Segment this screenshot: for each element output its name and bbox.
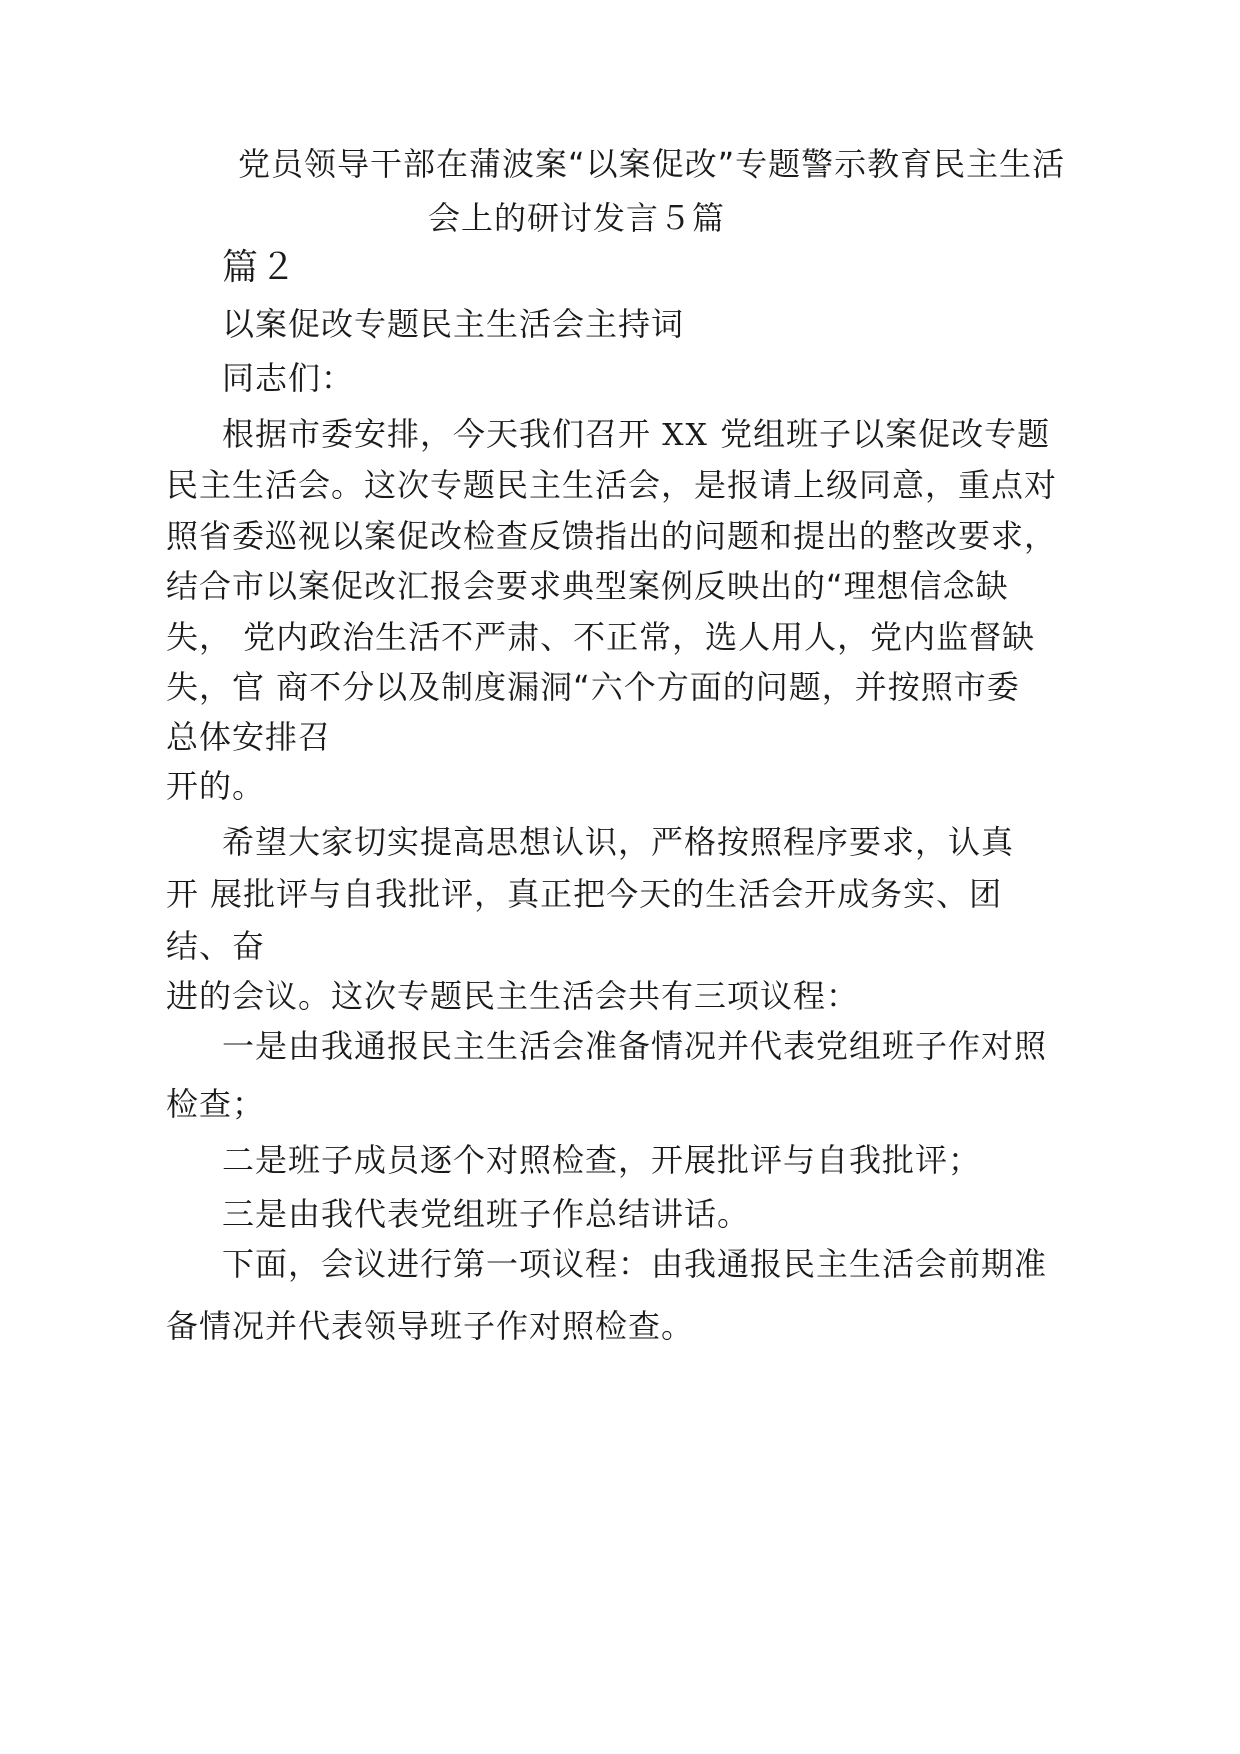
para1-line-3: 照省委巡视以案促改检查反馈指出的问题和提出的整改要求， <box>166 517 1058 555</box>
agenda-item-1-line-1: 一是由我通报民主生活会准备情况并代表党组班子作对照 <box>222 1027 1048 1065</box>
agenda-item-2: 二是班子成员逐个对照检查，开展批评与自我批评； <box>222 1141 982 1179</box>
agenda-item-1-line-2: 检查； <box>166 1085 266 1123</box>
para1-line-1 <box>222 414 1050 456</box>
para2-line-4: 进的会议。这次专题民主生活会共有三项议程： <box>166 977 860 1015</box>
para1-line-1-text-a: 根据市委安排，今天我们召开 <box>222 415 652 453</box>
document-title-line-2: 会上的研讨发言５篇 <box>428 199 726 237</box>
para2-line-3: 结、奋 <box>166 927 266 965</box>
closing-line-2: 备情况并代表领导班子作对照检查。 <box>166 1307 695 1345</box>
agenda-item-3: 三是由我代表党组班子作总结讲话。 <box>222 1195 751 1233</box>
para1-line-4: 结合市以案促改汇报会要求典型案例反映出的“理想信念缺 <box>166 567 1009 605</box>
para2-line-1: 希望大家切实提高思想认识，严格按照程序要求，认真 <box>222 823 1015 861</box>
para1-line-7: 总体安排召 <box>166 718 332 756</box>
salutation: 同志们： <box>222 359 355 397</box>
para1-line-5: 失， 党内政治生活不严肃、不正常，选人用人，党内监督缺 <box>166 618 1036 656</box>
para1-line-1-text-b: 党组班子以案促改专题 <box>720 415 1051 453</box>
placeholder-xx: XX <box>662 418 709 453</box>
subtitle: 以案促改专题民主生活会主持词 <box>222 305 685 343</box>
para2-line-2: 开 展批评与自我批评，真正把今天的生活会开成务实、团 <box>166 875 1003 913</box>
document-title-line-1: 党员领导干部在蒲波案“以案促改”专题警示教育民主生活 <box>238 145 1066 183</box>
para1-line-8: 开的。 <box>166 767 266 805</box>
section-heading: 篇２ <box>222 247 299 288</box>
para1-line-6: 失，官 商不分以及制度漏洞“六个方面的问题，并按照市委 <box>166 668 1020 706</box>
para1-line-2: 民主生活会。这次专题民主生活会，是报请上级同意，重点对 <box>166 466 1058 504</box>
closing-line-1: 下面，会议进行第一项议程：由我通报民主生活会前期准 <box>222 1245 1048 1283</box>
